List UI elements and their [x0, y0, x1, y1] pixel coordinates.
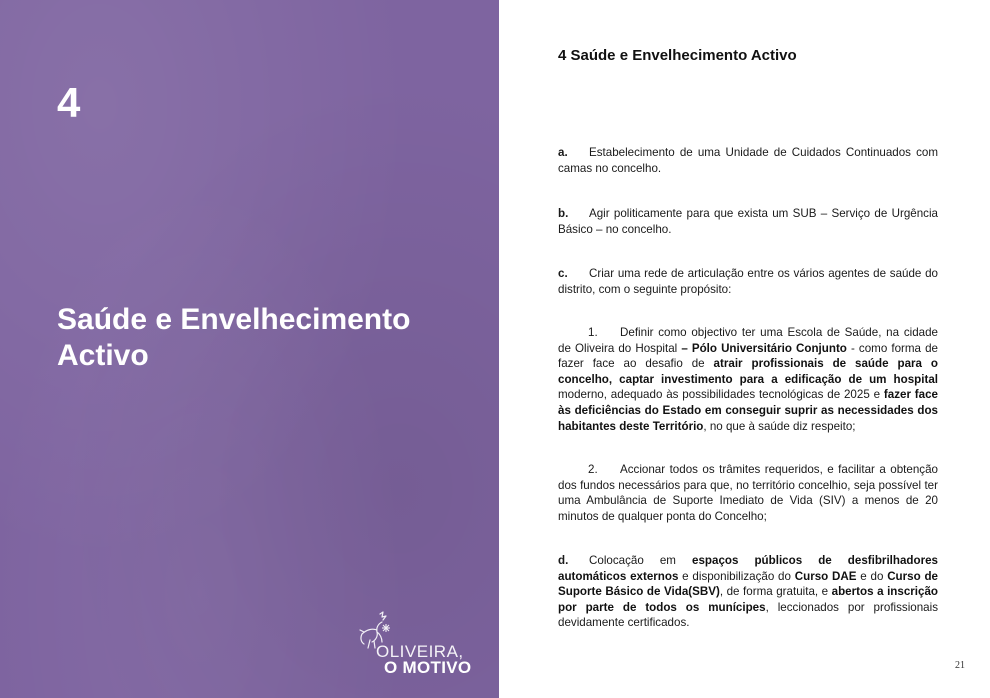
item-marker: 2.	[588, 463, 598, 476]
item-text: Definir como objectivo ter uma Escola de Saúde, na cidade de Oliveira do Hospital	[558, 326, 938, 355]
item-text-bold: atrair profissionais de saúde para o concelho, captar investimento para a edificação de um hospital	[558, 357, 938, 386]
chapter-title: Saúde e Envelhecimento Activo	[57, 303, 411, 372]
item-a	[558, 145, 938, 176]
item-text: , de forma gratuita, e	[719, 585, 832, 599]
item-text: , leccionados por profissionais devidamente certificados.	[558, 600, 939, 630]
item-b	[558, 206, 938, 237]
item-text-bold: fazer face às deficiências do Estado em conseguir suprir as necessidades dos habitantes deste Território	[558, 388, 938, 433]
item-1	[558, 325, 938, 434]
item-text-bold: espaços públicos de desfibrilhadores automáticos externos	[558, 554, 938, 583]
item-marker: a.	[558, 146, 568, 159]
item-text: e do	[856, 569, 888, 583]
logo-text-motivo: O MOTIVO	[384, 658, 472, 677]
item-text-bold: – Pólo Universitário Conjunto	[681, 341, 847, 355]
item-text-bold: Curso de Suporte Básico de Vida(SBV)	[558, 569, 938, 599]
oliveira-logo	[356, 610, 476, 680]
item-text: Estabelecimento de uma Unidade de Cuidados Continuados com camas no concelho.	[558, 146, 938, 175]
item-text-bold: Curso DAE	[794, 569, 857, 583]
item-text: e disponibilização do	[678, 569, 795, 583]
item-text: Agir politicamente para que exista um SUB – Serviço de Urgência Básico – no concelho.	[558, 207, 938, 236]
item-text-bold: abertos a inscrição por parte de todos os munícipes	[558, 585, 938, 614]
item-text: Accionar todos os trâmites requeridos, e facilitar a obtenção dos fundos necessários para que, no território concelhio, seja possível ter uma Ambulância de Suporte Imediato de Vida (SIV) a menos de 20 minutos de qualquer ponta do Concelho;	[558, 463, 938, 523]
page-number: 21	[955, 660, 965, 671]
section-heading: 4 Saúde e Envelhecimento Activo	[558, 47, 797, 64]
item-marker: 1.	[588, 326, 598, 339]
logo-text-oliveira: OLIVEIRA,	[376, 642, 464, 661]
item-d	[558, 553, 938, 631]
item-marker: b.	[558, 207, 569, 220]
item-text: - como forma de fazer face ao desafio de	[558, 341, 938, 371]
item-2	[558, 462, 938, 524]
item-marker: c.	[558, 267, 568, 280]
item-marker: d.	[558, 554, 569, 567]
item-text: moderno, adequado às possibilidades tecnológicas de 2025 e	[558, 388, 884, 402]
item-text: , no que à saúde diz respeito;	[703, 419, 856, 433]
content-panel	[499, 0, 990, 698]
chapter-number: 4	[57, 79, 81, 126]
item-c	[558, 266, 938, 297]
item-text: Colocação em	[589, 554, 693, 567]
item-text: Criar uma rede de articulação entre os vários agentes de saúde do distrito, com o seguinte propósito:	[558, 267, 938, 296]
